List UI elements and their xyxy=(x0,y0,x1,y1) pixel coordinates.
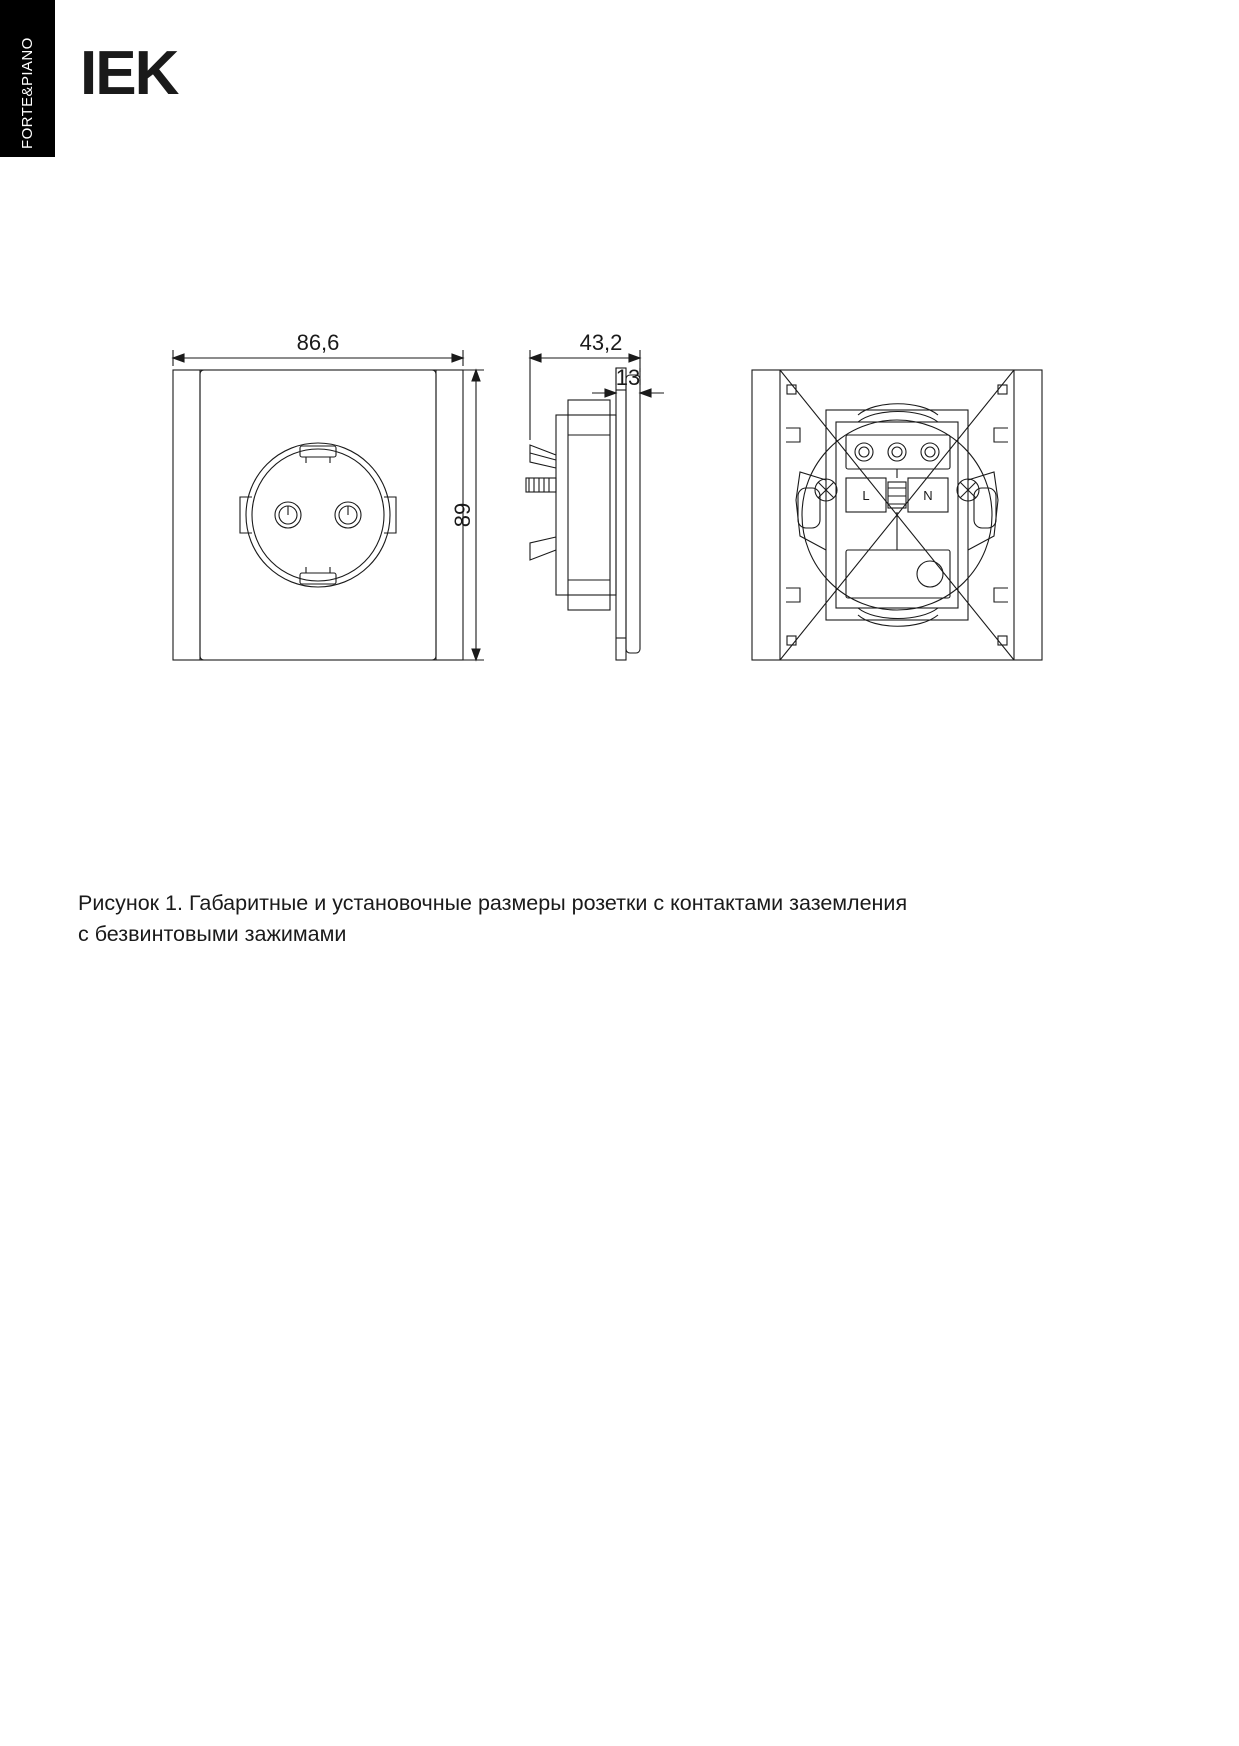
iek-logo: IEK xyxy=(80,39,178,108)
brand-vertical-label: FORTE&PIANO xyxy=(19,37,36,149)
figure-caption-line1: Рисунок 1. Габаритные и установочные размеры розетки с контактами заземления xyxy=(78,891,908,915)
figure-caption-line2: с безвинтовыми зажимами xyxy=(78,922,347,946)
terminal-mark-N: N xyxy=(923,488,933,503)
dimension-depth-total xyxy=(530,350,640,440)
dimension-label-depth-frame: 13 xyxy=(615,365,641,390)
dimension-label-depth-total: 43,2 xyxy=(579,330,623,355)
figure-drawing xyxy=(0,250,1239,700)
front-view xyxy=(173,370,463,660)
side-view xyxy=(526,368,640,660)
dimension-label-height: 89 xyxy=(450,502,475,528)
brand-bar xyxy=(0,0,55,157)
rear-view xyxy=(752,370,1042,660)
figure-caption xyxy=(78,888,1028,950)
terminal-mark-L: L xyxy=(862,488,870,503)
dimension-label-width: 86,6 xyxy=(296,330,340,355)
